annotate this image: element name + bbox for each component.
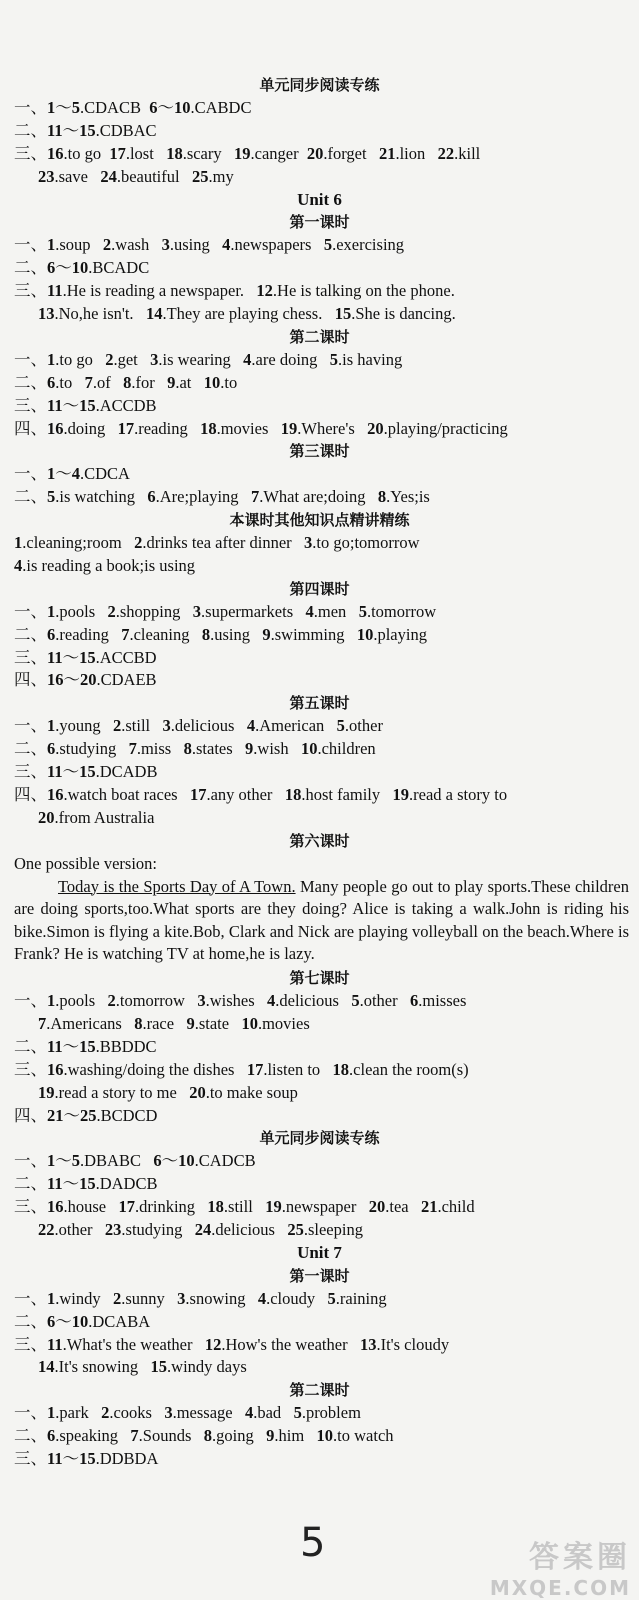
answer-line: 四、16.doing 17.reading 18.movies 19.Where's 20.playing/practicing — [14, 418, 508, 438]
answer-line: 7.Americans 8.race 9.state 10.movies — [38, 1013, 310, 1033]
answer-line: 一、1.to go 2.get 3.is wearing 4.are doing 5.is having — [14, 349, 403, 369]
answer-line: 一、1.windy 2.sunny 3.snowing 4.cloudy 5.raining — [14, 1288, 387, 1308]
answer-line: 13.No,he isn't. 14.They are playing chess. 15.She is dancing. — [38, 304, 456, 323]
answer-line: 三、11～15.ACCBD — [14, 647, 157, 667]
answer-line: 二、6.speaking 7.Sounds 8.going 9.him 10.to watch — [14, 1426, 394, 1446]
answer-line: 三、11.What's the weather 12.How's the weather 13.It's cloudy — [14, 1334, 450, 1354]
section-heading: 本课时其他知识点精讲精练 — [229, 511, 410, 530]
answer-line: 一、1.soup 2.wash 3.using 4.newspapers 5.exercising — [14, 235, 405, 255]
answer-line: 一、1.pools 2.tomorrow 3.wishes 4.delicious 5.other 6.misses — [14, 991, 467, 1010]
watermark-text-top: 答案圈 — [529, 1540, 631, 1575]
section-heading: 第七课时 — [289, 969, 350, 988]
answer-line: 二、6.studying 7.miss 8.states 9.wish 10.children — [14, 739, 376, 759]
answer-line: 一、1～5.DBABC 6～10.CADCB — [14, 1151, 256, 1171]
unit-heading: Unit 6 — [297, 189, 342, 209]
unit-heading: Unit 7 — [297, 1242, 342, 1262]
section-heading: 第五课时 — [289, 694, 350, 713]
section-heading: 第六课时 — [289, 831, 350, 850]
answer-line: 二、11～15.CDBAC — [14, 120, 157, 140]
answer-line: 22.other 23.studying 24.delicious 25.sleeping — [38, 1220, 363, 1239]
answer-line: 三、16.washing/doing the dishes 17.listen to 18.clean the room(s) — [14, 1059, 469, 1079]
section-heading: 单元同步阅读专练 — [259, 76, 380, 94]
answer-line: 19.read a story to me 20.to make soup — [38, 1082, 298, 1102]
watermark-text-bottom: MXQE.COM — [489, 1576, 631, 1600]
answer-line: 三、11～15.DDBDA — [14, 1449, 159, 1468]
page-number: 5 — [300, 1520, 326, 1566]
section-heading: 第四课时 — [289, 579, 350, 598]
section-heading: 第二课时 — [289, 1381, 350, 1400]
answer-line: 四、16～20.CDAEB — [14, 670, 157, 690]
answer-line: 二、11～15.BBDDC — [14, 1036, 157, 1056]
answer-line: One possible version: — [14, 853, 157, 873]
answer-line: 一、1.pools 2.shopping 3.supermarkets 4.men 5.tomorrow — [14, 601, 437, 621]
answer-line: 二、6～10.BCADC — [14, 258, 150, 278]
answer-line: 一、1.park 2.cooks 3.message 4.bad 5.problem — [14, 1403, 361, 1423]
answer-line: 二、5.is watching 6.Are;playing 7.What are;doing 8.Yes;is — [14, 487, 430, 507]
section-heading: 单元同步阅读专练 — [259, 1129, 380, 1148]
section-heading: 第一课时 — [289, 213, 350, 232]
answer-line: 三、11～15.DCADB — [14, 762, 158, 781]
section-heading: 第一课时 — [289, 1266, 350, 1285]
essay-paragraph: Today is the Sports Day of A Town. Many people go out to play sports.These children are doing sports,too.What sports are they doing? Alice is taking a walk.John is riding his bike.Simon is flying a kite.Bob, Clark and Nick are playing volleyball on the beach.Where is Frank? He is watching TV at home,he is lazy. — [14, 876, 630, 963]
answer-line: 23.save 24.beautiful 25.my — [38, 166, 234, 186]
answer-line: 一、1.young 2.still 3.delicious 4.American 5.other — [14, 716, 383, 736]
answer-line: 14.It's snowing 15.windy days — [38, 1357, 247, 1377]
answer-line: 20.from Australia — [38, 807, 155, 827]
section-heading: 第三课时 — [289, 442, 350, 461]
answer-line: 1.cleaning;room 2.drinks tea after dinner 3.to go;tomorrow — [14, 533, 420, 552]
answer-line: 三、16.to go 17.lost 18.scary 19.canger 20.forget 21.lion 22.kill — [14, 143, 481, 163]
answer-line: 三、16.house 17.drinking 18.still 19.newspaper 20.tea 21.child — [14, 1197, 475, 1217]
section-heading: 第二课时 — [289, 327, 350, 346]
answer-line: 二、6.reading 7.cleaning 8.using 9.swimming 10.playing — [14, 624, 427, 644]
answer-line: 4.is reading a book;is using — [14, 555, 196, 575]
watermark-logo — [441, 1532, 631, 1600]
answer-line: 一、1～4.CDCA — [14, 464, 130, 484]
answer-line: 三、11～15.ACCDB — [14, 395, 157, 415]
answer-line: 四、16.watch boat races 17.any other 18.host family 19.read a story to — [14, 784, 508, 804]
answer-line: 二、6～10.DCABA — [14, 1311, 151, 1331]
answer-line: 三、11.He is reading a newspaper. 12.He is talking on the phone. — [14, 281, 455, 301]
answer-line: 一、1～5.CDACB 6～10.CABDC — [14, 97, 252, 117]
answer-line: 二、11～15.DADCB — [14, 1174, 158, 1194]
answer-line: 四、21～25.BCDCD — [14, 1105, 158, 1125]
answer-line: 二、6.to 7.of 8.for 9.at 10.to — [14, 372, 238, 392]
